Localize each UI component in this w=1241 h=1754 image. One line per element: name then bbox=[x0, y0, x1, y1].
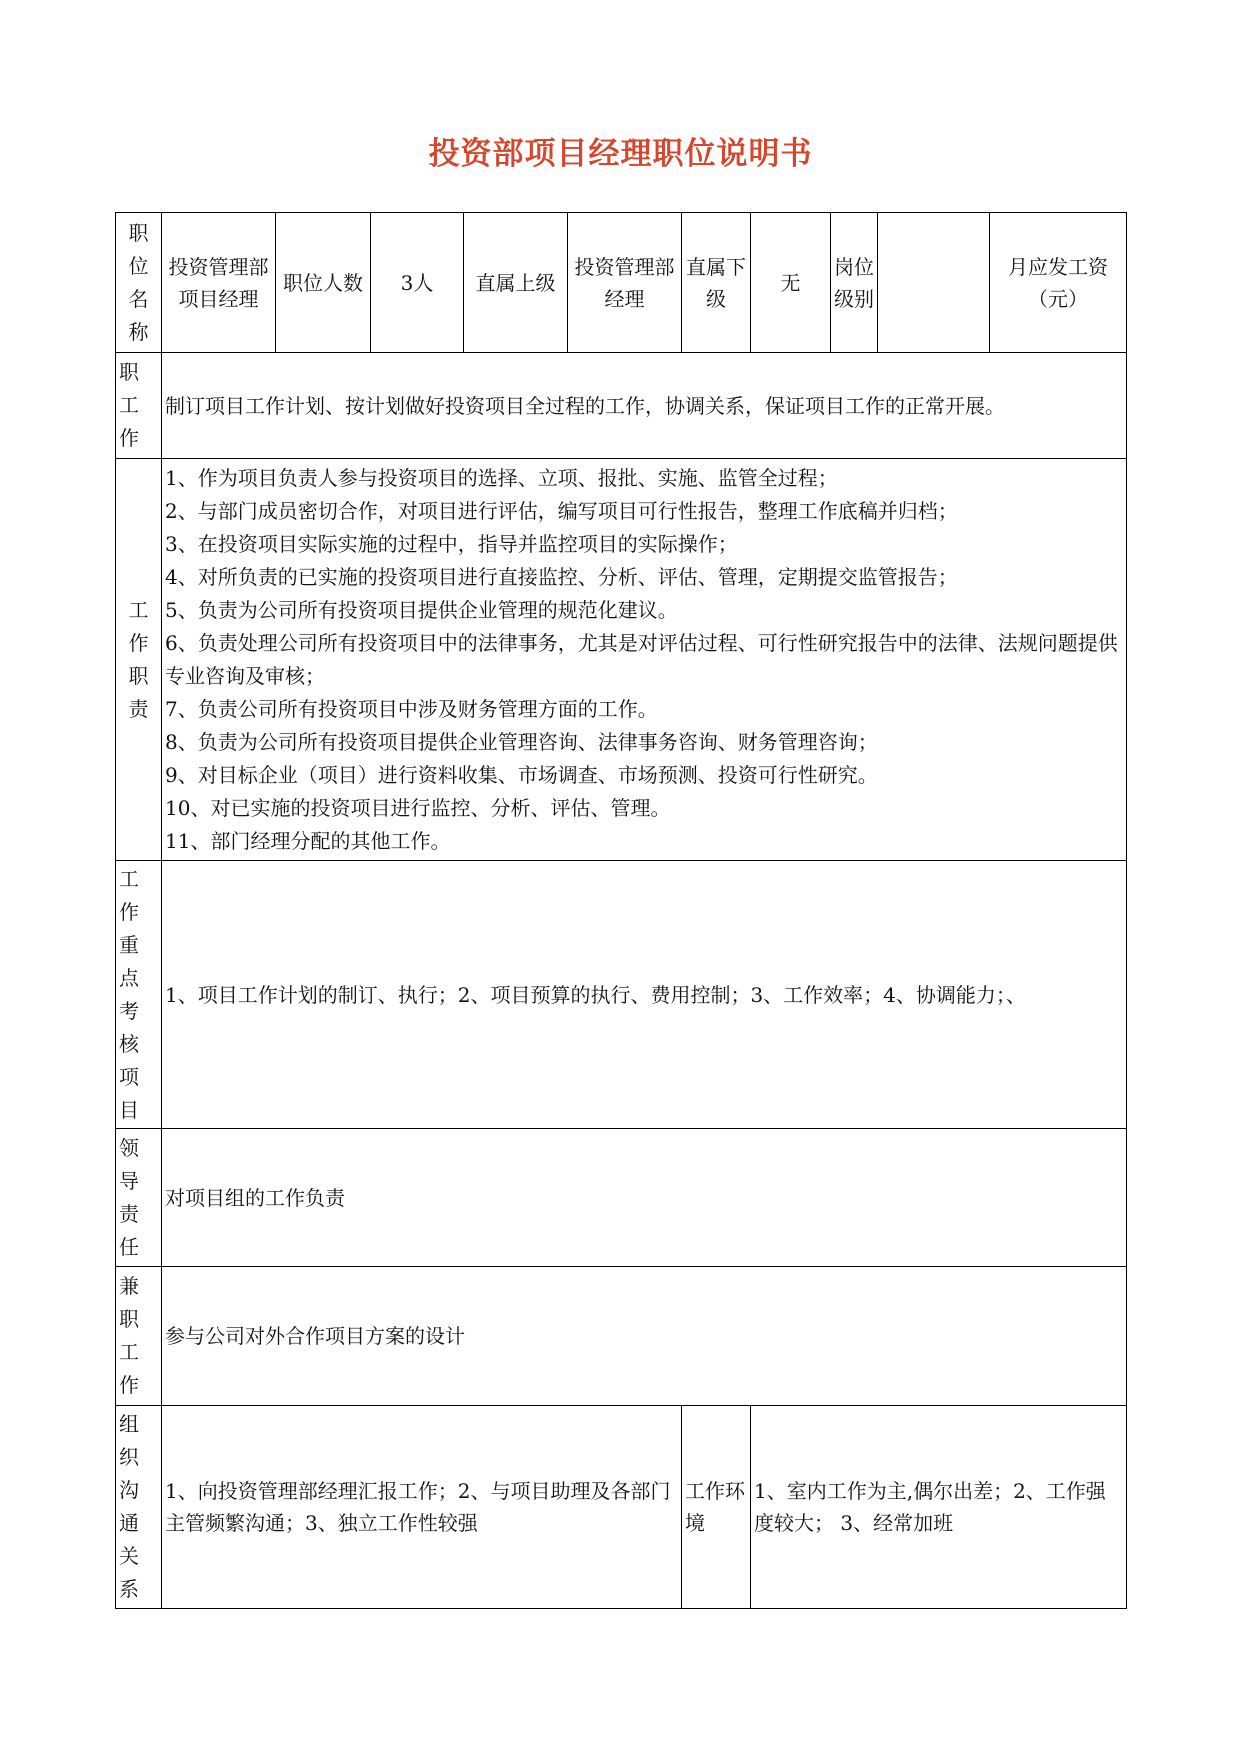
kpi-label: 工作重点考核项目 bbox=[116, 861, 162, 1129]
communication-row bbox=[116, 1406, 1127, 1609]
responsibilities-row bbox=[116, 459, 1127, 861]
grade-label: 岗位级别 bbox=[831, 213, 878, 353]
list-item: 10、对已实施的投资项目进行监控、分析、评估、管理。 bbox=[165, 795, 671, 820]
leadership-row bbox=[116, 1129, 1127, 1267]
position-name-value: 投资管理部项目经理 bbox=[162, 213, 276, 353]
environment-text: 1、室内工作为主,偶尔出差；2、工作强度较大； 3、经常加班 bbox=[751, 1406, 1127, 1609]
list-item: 9、对目标企业（项目）进行资料收集、市场调查、市场预测、投资可行性研究。 bbox=[165, 762, 878, 787]
part-time-label: 兼职工作 bbox=[116, 1267, 162, 1406]
list-item: 1、作为项目负责人参与投资项目的选择、立项、报批、实施、监管全过程； bbox=[165, 465, 838, 490]
list-item: 8、负责为公司所有投资项目提供企业管理咨询、法律事务咨询、财务管理咨询； bbox=[165, 729, 878, 754]
superior-value: 投资管理部经理 bbox=[568, 213, 682, 353]
responsibilities-cell bbox=[162, 459, 1127, 861]
position-name-label: 职位名称 bbox=[116, 213, 162, 353]
communication-text: 1、向投资管理部经理汇报工作；2、与项目助理及各部门主管频繁沟通；3、独立工作性较强 bbox=[162, 1406, 682, 1609]
kpi-text: 1、项目工作计划的制订、执行；2、项目预算的执行、费用控制；3、工作效率；4、协调能力；、 bbox=[162, 861, 1127, 1129]
list-item: 7、负责公司所有投资项目中涉及财务管理方面的工作。 bbox=[165, 696, 658, 721]
kpi-row bbox=[116, 861, 1127, 1129]
header-row bbox=[116, 213, 1127, 353]
headcount-label: 职位人数 bbox=[276, 213, 371, 353]
job-description-table bbox=[115, 212, 1127, 1609]
list-item: 4、对所负责的已实施的投资项目进行直接监控、分析、评估、管理，定期提交监管报告； bbox=[165, 564, 958, 589]
superior-label: 直属上级 bbox=[464, 213, 568, 353]
leadership-label: 领导责任 bbox=[116, 1129, 162, 1267]
list-item: 6、负责处理公司所有投资项目中的法律事务，尤其是对评估过程、可行性研究报告中的法律、法规问题提供专业咨询及审核； bbox=[165, 630, 1118, 688]
subordinate-value: 无 bbox=[751, 213, 831, 353]
job-duty-text: 制订项目工作计划、按计划做好投资项目全过程的工作，协调关系，保证项目工作的正常开展。 bbox=[162, 353, 1127, 459]
document-title: 投资部项目经理职位说明书 bbox=[428, 136, 813, 172]
grade-value bbox=[878, 213, 990, 353]
leadership-text: 对项目组的工作负责 bbox=[162, 1129, 1127, 1267]
responsibilities-list bbox=[165, 462, 1123, 858]
part-time-text: 参与公司对外合作项目方案的设计 bbox=[162, 1267, 1127, 1406]
environment-label: 工作环境 bbox=[682, 1406, 751, 1609]
part-time-row bbox=[116, 1267, 1127, 1406]
list-item: 3、在投资项目实际实施的过程中，指导并监控项目的实际操作； bbox=[165, 531, 738, 556]
job-duty-row bbox=[116, 353, 1127, 459]
subordinate-label: 直属下级 bbox=[682, 213, 751, 353]
list-item: 11、部门经理分配的其他工作。 bbox=[165, 828, 451, 853]
responsibilities-label: 工作职责 bbox=[116, 459, 162, 861]
headcount-value: 3人 bbox=[371, 213, 464, 353]
job-duty-label: 职工作 bbox=[116, 353, 162, 459]
salary-label: 月应发工资（元） bbox=[990, 213, 1127, 353]
communication-label: 组织沟通关系 bbox=[116, 1406, 162, 1609]
list-item: 2、与部门成员密切合作，对项目进行评估，编写项目可行性报告，整理工作底稿并归档； bbox=[165, 498, 958, 523]
list-item: 5、负责为公司所有投资项目提供企业管理的规范化建议。 bbox=[165, 597, 678, 622]
